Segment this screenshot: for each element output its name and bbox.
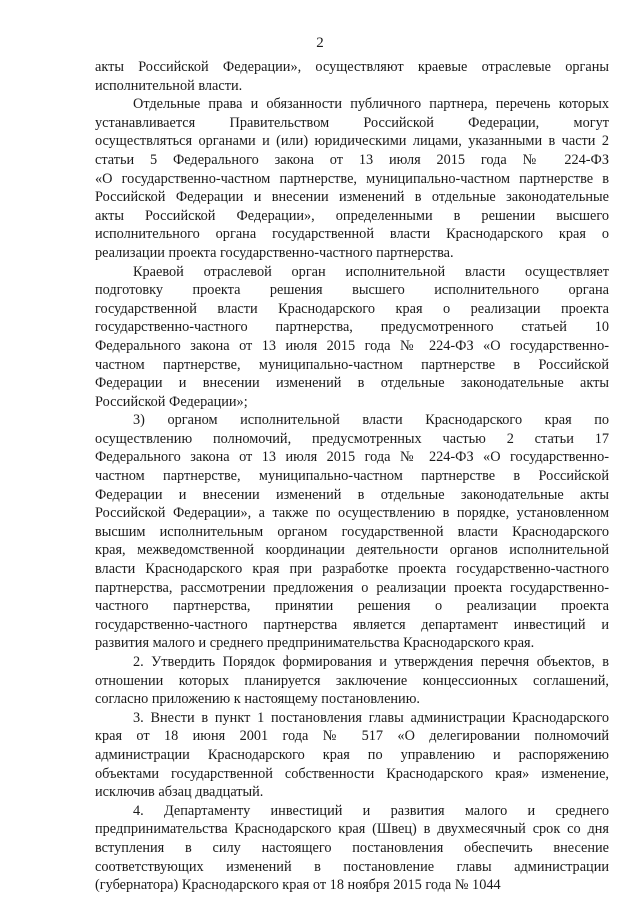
paragraph-line: акты Российской Федерации», определенными в решении высшего (95, 207, 609, 224)
paragraph (95, 709, 609, 802)
paragraph-line: государственно-частного партнерства, предусмотренного статьей 10 (95, 319, 609, 336)
paragraph (95, 653, 609, 709)
paragraph-line: власти Краснодарского края при разработке проекта государственно-частного (95, 561, 609, 578)
paragraph-line: предпринимательства Краснодарского края (Швец) в двухмесячный срок со дня (95, 821, 609, 838)
paragraph-line: 3. Внести в пункт 1 постановления главы администрации Краснодарского (133, 709, 609, 726)
paragraph-line: «О государственно-частном партнерстве, муниципально-частном партнерстве в (95, 170, 609, 187)
document-body (95, 58, 609, 895)
paragraph-line: Федерального закона от 13 июля 2015 года № 224-ФЗ «О государственно- (95, 337, 609, 354)
paragraph (95, 95, 609, 262)
paragraph-line: осуществлению полномочий, предусмотренных частью 2 статьи 17 (95, 430, 609, 447)
paragraph-line: Отдельные права и обязанности публичного партнера, перечень которых (133, 96, 609, 113)
paragraph-line: 2. Утвердить Порядок формирования и утверждения перечня объектов, в (133, 654, 609, 670)
paragraph-line: согласно приложению к настоящему постановлению. (95, 691, 420, 708)
paragraph-line: края, межведомственной координации деятельности органов исполнительной (95, 542, 609, 559)
paragraph-line: соответствующих изменений в постановление главы администрации (95, 858, 609, 875)
paragraph-line: реализации проекта государственно-частного партнерства. (95, 244, 454, 261)
paragraph-line: администрации Краснодарского края по управлению и распоряжению (95, 746, 609, 763)
paragraph-line: статьи 5 Федерального закона от 13 июля 2015 года № 224-ФЗ (95, 151, 609, 168)
paragraph-line: Российской Федерации»; (95, 393, 248, 410)
paragraph-line: Федерального закона от 13 июля 2015 года № 224-ФЗ «О государственно- (95, 449, 609, 466)
paragraph-line: Федерации и внесении изменений в отдельные законодательные акты (95, 375, 609, 392)
paragraph-line: акты Российской Федерации», осуществляют краевые отраслевые органы (95, 59, 609, 75)
paragraph-line: Российской Федерации», а также по осуществлению в порядке, установленном (95, 505, 609, 522)
paragraph-line: устанавливается Правительством Российской Федерации, могут (95, 114, 609, 131)
paragraph-line: государственно-частного партнерства является департамент инвестиций и (95, 616, 609, 633)
paragraph (95, 411, 609, 653)
paragraph-line: исполнительного органа государственной власти Краснодарского края о (95, 226, 609, 243)
paragraph-line: Краевой отраслевой орган исполнительной власти осуществляет (133, 263, 609, 280)
paragraph-line: вступления в силу настоящего постановления обеспечить внесение (95, 839, 609, 856)
paragraph-line: (губернатора) Краснодарского края от 18 ноября 2015 года № 1044 (95, 877, 501, 894)
paragraph-line: исключив абзац двадцатый. (95, 784, 264, 801)
paragraph (95, 58, 609, 95)
paragraph-line: исполнительной власти. (95, 77, 243, 94)
paragraph-line: государственной власти Краснодарского края о реализации проекта (95, 300, 609, 317)
paragraph-line: партнерства, рассмотрении предложения о реализации проекта государственно- (95, 579, 609, 596)
paragraph-line: объектами государственной собственности Краснодарского края» изменение, (95, 765, 609, 782)
paragraph-line: Федерации и внесении изменений в отдельные законодательные акты (95, 486, 609, 503)
paragraph-line: частном партнерстве, муниципально-частном партнерстве в Российской (95, 468, 609, 485)
paragraph-line: частного партнерства, принятии решения о реализации проекта (95, 598, 609, 615)
paragraph-line: развития малого и среднего предпринимательства Краснодарского края. (95, 635, 535, 652)
paragraph (95, 263, 609, 412)
paragraph-line: 4. Департаменту инвестиций и развития малого и среднего (133, 802, 609, 819)
paragraph-line: 3) органом исполнительной власти Краснодарского края по (133, 412, 609, 429)
page-number: 2 (316, 35, 324, 51)
paragraph-line: осуществляться органами и (или) юридическими лицами, указанными в части 2 (95, 133, 609, 150)
paragraph-line: отношении которых планируется заключение концессионных соглашений, (95, 672, 609, 689)
paragraph-line: подготовку проекта решения высшего исполнительного органа (95, 282, 609, 299)
paragraph-line: Российской Федерации и внесении изменений в отдельные законодательные (95, 189, 609, 206)
paragraph (95, 802, 609, 895)
paragraph-line: частном партнерстве, муниципально-частном партнерстве в Российской (95, 356, 609, 373)
paragraph-line: высшим исполнительным органом государственной власти Краснодарского (95, 523, 609, 540)
paragraph-line: края от 18 июня 2001 года № 517 «О делегировании полномочий (95, 728, 609, 745)
